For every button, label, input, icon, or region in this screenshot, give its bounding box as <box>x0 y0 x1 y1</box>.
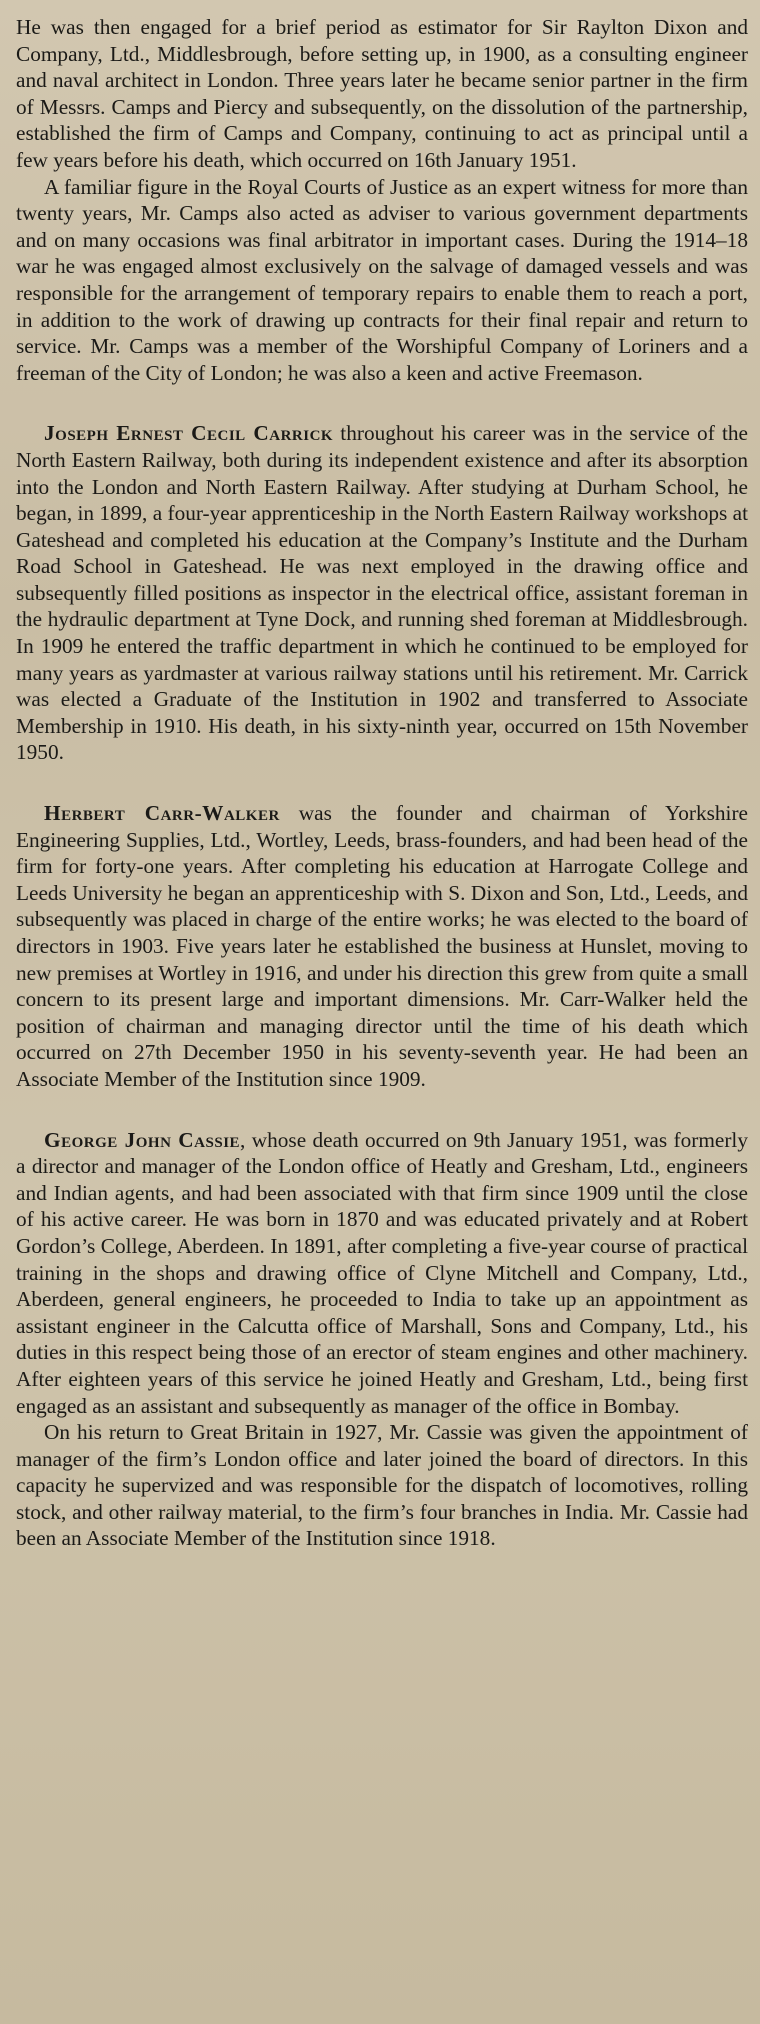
obituary-paragraph-2: On his return to Great Britain in 1927, Mr. Cassie was given the appointment of manager of the firm’s London office and later joined the board of directors. In this capacity he supervized and was responsible for the dispatch of locomotives, rolling stock, and other railway material, to the firm’s four branches in India. Mr. Cassie had been an Associate Member of the Institution since 1918. <box>16 1420 748 1551</box>
obituary-name: Joseph Ernest Cecil Carrick <box>44 421 334 446</box>
obituary-name: George John Cassie <box>44 1127 241 1152</box>
obituary-paragraph <box>16 1127 748 1420</box>
obituary-text: was the founder and chairman of Yorkshire Engineering Supplies, Ltd., Wortley, Leeds, brass-founders, and had been head of the firm for forty-one years. After completing his education at Harrogate College and Leeds University he began an apprenticeship with S. Dixon and Son, Ltd., Leeds, and subsequently was placed in charge of the entire works; he was elected to the board of directors in 1903. Five years later he established the business at Hunslet, moving to new premises at Wortley in 1916, and under his direction this grew from quite a small concern to its present large and important dimensions. Mr. Carr-Walker held the position of chairman and managing director until the time of his death which occurred on 27th December 1950 in his seventy-seventh year. He had been an Associate Member of the Institution since 1909. <box>16 801 748 1091</box>
intro-paragraph-2: A familiar figure in the Royal Courts of Justice as an expert witness for more than twenty years, Mr. Camps also acted as adviser to various government departments and on many occasions was final arbitrator in important cases. During the 1914–18 war he was engaged almost exclusively on the salvage of damaged vessels and was responsible for the arrangement of temporary repairs to enable them to reach a port, in addition to the work of drawing up contracts for their final repair and return to service. Mr. Camps was a member of the Worshipful Company of Loriners and a freeman of the City of London; he was also a keen and active Freemason. <box>16 174 748 385</box>
obituary-text: throughout his career was in the service of the North Eastern Railway, both during its independent existence and after its absorption into the London and North Eastern Railway. After studying at Durham School, he began, in 1899, a four-year apprenticeship in the North Eastern Railway workshops at Gateshead and completed his education at the Company’s Institute and the Durham Road School in Gateshead. He was next employed in the drawing office and subsequently filled positions as inspector in the electrical office, assistant foreman in the hydraulic department at Tyne Dock, and running shed foreman at Middlesbrough. In 1909 he entered the traffic department in which he continued to be employed for many years as yardmaster at various railway stations until his retirement. Mr. Carrick was elected a Graduate of the Institution in 1902 and transferred to Associate Membership in 1910. His death, in his sixty-ninth year, occurred on 15th November 1950. <box>16 421 749 765</box>
obituary-paragraph <box>16 420 748 766</box>
obituary-entry-cassie <box>16 1127 748 1553</box>
obituary-text: , whose death occurred on 9th January 1951, was formerly a director and manager of the London office of Heatly and Gresham, Ltd., engineers and Indian agents, and had been associated with that firm since 1909 until the close of his active career. He was born in 1870 and was educated privately and at Robert Gordon’s College, Aberdeen. In 1891, after completing a five-year course of practical training in the shops and drawing office of Clyne Mitchell and Company, Ltd., Aberdeen, general engineers, he proceeded to India to take up an appointment as assistant engineer in the Calcutta office of Marshall, Sons and Company, Ltd., his duties in this respect being those of an erector of steam engines and other machinery. After eighteen years of this service he joined Heatly and Gresham, Ltd., being first engaged as an assistant and subsequently as manager of the office in Bombay. <box>16 1127 748 1418</box>
obituary-entry-carr-walker <box>16 800 748 1093</box>
intro-paragraph-1: He was then engaged for a brief period as estimator for Sir Raylton Dixon and Company, Ltd., Middlesbrough, before setting up, in 1900, as a consulting engineer and naval architect in London. Three years later he became senior partner in the firm of Messrs. Camps and Piercy and subsequently, on the dissolution of the partnership, established the firm of Camps and Company, continuing to act as principal until a few years before his death, which occurred on 16th January 1951. <box>16 15 748 172</box>
obituary-entry-carrick <box>16 420 748 766</box>
obituary-paragraph <box>16 800 748 1093</box>
obituary-name: Herbert Carr-Walker <box>44 801 280 826</box>
